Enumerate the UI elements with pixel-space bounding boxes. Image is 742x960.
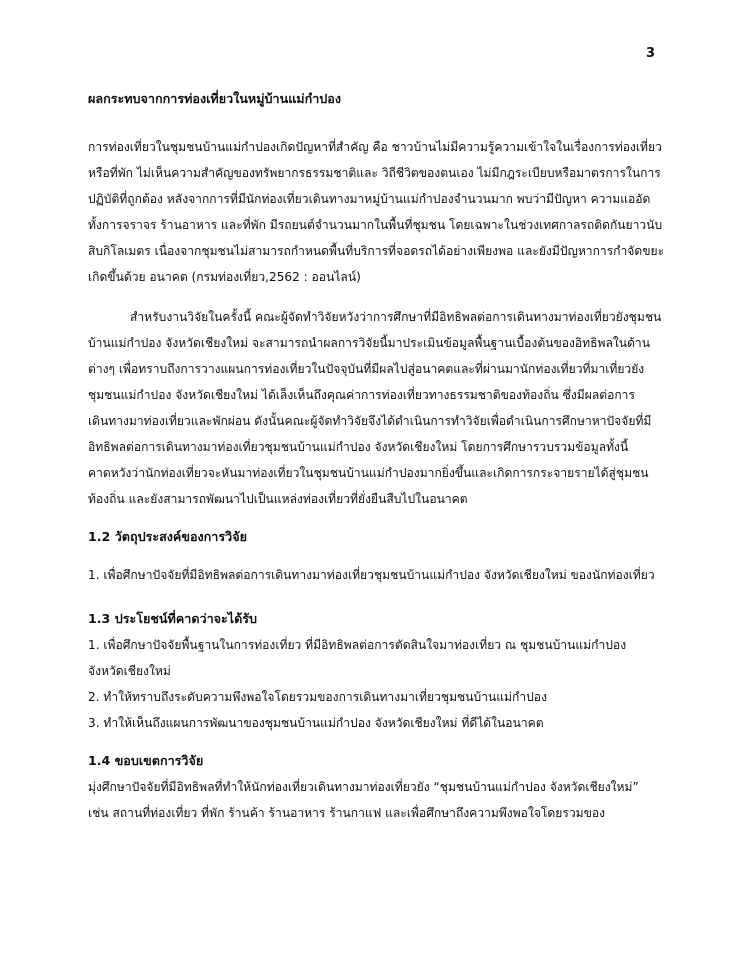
paragraph-line: หรือที่พัก ไม่เห็นความสำคัญของทรัพยากรธรรมชาติและ วิถีชีวิตของตนเอง ไม่มีกฎระเบียบหรือมาตรการในการ	[88, 166, 661, 180]
paragraph-line: คาดหวังว่านักท่องเที่ยวจะหันมาท่องเที่ยวในชุมชนบ้านแม่กำปองมากยิ่งขึ้นและเกิดการกระจายรายได้สู่ชุมชน	[88, 466, 649, 480]
spacer	[88, 736, 668, 748]
section-heading-objectives: 1.2 วัตถุประสงค์ของการวิจัย	[88, 529, 247, 544]
section-heading-impact: ผลกระทบจากการท่องเที่ยวในหมู่บ้านแม่กำปอง	[88, 91, 342, 106]
page-number: 3	[645, 46, 655, 61]
paragraph-research-purpose	[88, 304, 668, 512]
list-item: 3. ทำให้เห็นถึงแผนการพัฒนาของชุมชนบ้านแม่กำปอง จังหวัดเชียงใหม่ ที่ดีได้ในอนาคต	[88, 716, 544, 730]
paragraph-line: ท้องถิ่น และยังสามารถพัฒนาไปเป็นแหล่งท่องเที่ยวที่ยั่งยืนสืบไปในอนาคต	[88, 492, 468, 506]
spacer	[88, 550, 668, 562]
spacer	[88, 290, 668, 304]
section-heading-scope: 1.4 ขอบเขตการวิจัย	[88, 753, 204, 768]
spacer	[88, 512, 668, 524]
paragraph-line: สิบกิโลเมตร เนื่องจากชุมชนไม่สามารถกำหนดพื้นที่บริการที่จอดรถได้อย่างเพียงพอ และยังมีปัญหาการกำจัดขยะ	[88, 244, 665, 258]
list-item: 2. ทำให้ทราบถึงระดับความพึงพอใจโดยรวมของการเดินทางมาเที่ยวชุมชนบ้านแม่กำปอง	[88, 690, 547, 704]
spacer	[88, 588, 668, 606]
paragraph-line: ต่างๆ เพื่อทราบถึงการวางแผนการท่องเที่ยวในปัจจุบันที่มีผลไปสู่อนาคตและที่ผ่านมานักท่องเที่ยวที่มาเที่ยวยัง	[88, 362, 645, 376]
paragraph-line: มุ่งศึกษาปัจจัยที่มีอิทธิพลที่ทำให้นักท่องเที่ยวเดินทางมาท่องเที่ยวยัง “ชุมชนบ้านแม่กำปอง จังหวัดเชียงใหม่”	[88, 780, 639, 794]
benefits-list	[88, 632, 668, 736]
paragraph-line: ปฏิบัติที่ถูกต้อง หลังจากการที่มีนักท่องเที่ยวเดินทางมาหมู่บ้านแม่กำปองจำนวนมาก พบว่ามีปัญหา ความแออัด	[88, 192, 651, 206]
paragraph-line: อิทธิพลต่อการเดินทางมาท่องเที่ยวชุมชนบ้านแม่กำปอง จังหวัดเชียงใหม่ โดยการศึกษารวบรวมข้อมูลทั้งนี้	[88, 440, 629, 454]
paragraph-line: เช่น สถานที่ท่องเที่ยว ที่พัก ร้านค้า ร้านอาหาร ร้านกาแฟ และเพื่อศึกษาถึงความพึงพอใจโดยรวมของ	[88, 806, 606, 820]
paragraph-line: ชุมชนแม่กำปอง จังหวัดเชียงใหม่ ได้เล็งเห็นถึงคุณค่าการท่องเที่ยวทางธรรมชาติของท้องถิ่น ซึ่งมีผลต่อการ	[88, 388, 635, 402]
list-item: 1. เพื่อศึกษาปัจจัยพื้นฐานในการท่องเที่ยว ที่มีอิทธิพลต่อการตัดสินใจมาท่องเที่ยว ณ ชุมชนบ้านแม่กำปอง	[88, 638, 627, 652]
list-item-continuation: จังหวัดเชียงใหม่	[88, 664, 171, 678]
paragraph-line: ทั้งการจราจร ร้านอาหาร และที่พัก มีรถยนต์จำนวนมากในพื้นที่ชุมชน โดยเฉพาะในช่วงเทศกาลรถติดกันยาวนับ	[88, 218, 663, 232]
objectives-list	[88, 562, 668, 588]
paragraph-line: การท่องเที่ยวในชุมชนบ้านแม่กำปองเกิดปัญหาที่สำคัญ คือ ชาวบ้านไม่มีความรู้ความเข้าใจในเรื่องการท่องเที่ยว	[88, 140, 662, 154]
paragraph-line: สำหรับงานวิจัยในครั้งนี้ คณะผู้จัดทำวิจัยหวังว่าการศึกษาที่มีอิทธิพลต่อการเดินทางมาท่องเที่ยวยังชุมชน	[130, 310, 662, 324]
paragraph-impact	[88, 134, 668, 290]
paragraph-line: บ้านแม่กำปอง จังหวัดเชียงใหม่ จะสามารถนำผลการวิจัยนี้มาประเมินข้อมูลพื้นฐานเบื้องต้นของอิทธิพลในด้าน	[88, 336, 650, 350]
page-content	[88, 86, 668, 826]
paragraph-line: เกิดขึ้นด้วย อนาคต (กรมท่องเที่ยว,2562 : ออนไลน์)	[88, 270, 361, 284]
spacer	[88, 112, 668, 134]
paragraph-line: เดินทางมาท่องเที่ยวและพักผ่อน ดังนั้นคณะผู้จัดทำวิจัยจึงได้ดำเนินการทำวิจัยเพื่อดำเนินการศึกษาหาปัจจัยที่มี	[88, 414, 652, 428]
list-item: 1. เพื่อศึกษาปัจจัยที่มีอิทธิพลต่อการเดินทางมาท่องเที่ยวชุมชนบ้านแม่กำปอง จังหวัดเชียงใหม่ ของนักท่องเที่ยว	[88, 568, 655, 582]
paragraph-scope	[88, 774, 668, 826]
section-heading-benefits: 1.3 ประโยชน์ที่คาดว่าจะได้รับ	[88, 611, 258, 626]
